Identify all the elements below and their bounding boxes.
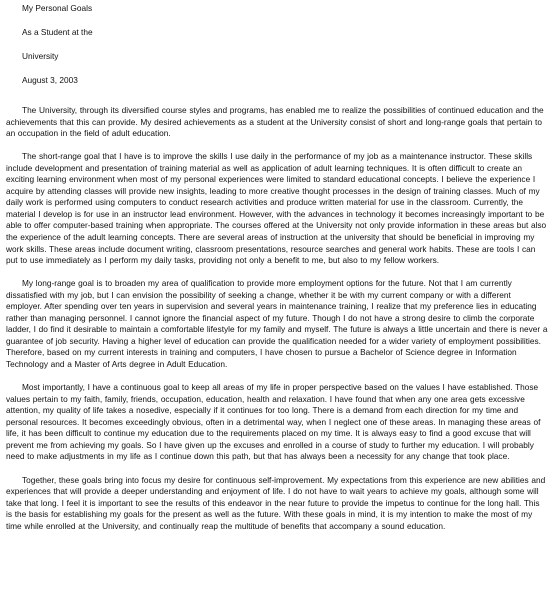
document-title: My Personal Goals (22, 3, 93, 13)
document-subtitle: As a Student at the (22, 27, 93, 37)
paragraph-continuous-goal: Most importantly, I have a continuous goal to keep all areas of my life in proper perspective based on the values I have established. Those values pertain to my faith, family, friends, occupation, education, health and relaxation. I have found that when any one area gets excessive attention, my quality of life takes a nosedive, especially if it continues for too long. There is a demand from each direction for my time and personal resources. It becomes exceedingly obvious, often in a detrimental way, when I neglect one of these areas. In managing these areas of life, it has been difficult to continue my education due to the requirements placed on my time. It is always easy to find a good excuse that will prevent me from achieving my goals. So I have given up the excuses and enrolled in a course of study to further my education. I will probably need to make adjustments in my life as I continue down this path, but that has always been a necessity for any change that took place. (6, 382, 541, 462)
paragraph-introduction: The University, through its diversified course styles and programs, has enabled me to realize the possibilities of continued education and the achievements that this can provide. My desired achievements as a student at the University consist of short and long-range goals that pertain to an occupation in the field of adult education. (6, 105, 544, 139)
document-date: August 3, 2003 (22, 75, 78, 85)
paragraph-conclusion: Together, these goals bring into focus my desire for continuous self-improvement. My expectations from this experience are new abilities and experiences that will provide a deeper understanding and enjoyment of life. I do not have to wait years to achieve my goals, although some will take that long. I feel it is important to see the results of this endeavor in the near future to provide the impetus to continue for the long hall. This is the basis for establishing my goals for the present as well as the future. With these goals in mind, it is my intention to make the most of my time while enrolled at the University, and continually reap the multitude of benefits that accompany a sound education. (6, 474, 546, 531)
institution-name: University (22, 51, 59, 61)
paragraph-long-range-goal: My long-range goal is to broaden my area of qualification to provide more employment options for the future. Not that I am currently dissatisfied with my job, but I can envision the possibility of seeking a change, whether it be with my current company or with a different employer. After spending over ten years in supervision and several years in maintenance training, I realize that my preference lies in educating rather than managing personnel. I cannot ignore the financial aspect of my future. Though I do not have a strong desire to climb the corporate ladder, I do find it desirable to maintain a comfortable lifestyle for my family and myself. The future is always a little uncertain and there is never a guarantee of job security. Having a higher level of education can provide the qualification needed for a wider variety of employment possibilities. Therefore, based on my current interests in training and computers, I have chosen to pursue a Bachelor of Science degree in Information Technology and a Master of Arts degree in Adult Education. (6, 278, 548, 370)
paragraph-short-range-goal: The short-range goal that I have is to improve the skills I use daily in the performance of my job as a maintenance instructor. These skills include development and presentation of training material as well as application of adult learning techniques. It is often difficult to create an exciting learning environment when most of my personal experiences were limited to standard educational concepts. I believe the experience I acquire by attending classes will provide new insights, leading to more creative thought processes in the design of training classes. Much of my daily work is performed using computers to conduct research activities and produce written material for use in the classroom. Currently, the material I develop is for use in an instructor lead environment. However, with the advances in technology it becomes increasingly important to be able to offer computer-based training when appropriate. The courses offered at the University not only provide information in these areas but also the experience of the adult learning concepts. There are several areas of instruction at the university that should be beneficial in improving my work skills. These areas include document writing, classroom presentations, resource searches and general work habits. These are tools I can put to use immediately as I perform my daily tasks, providing not only a benefit to me, but also to my fellow workers. (6, 151, 547, 266)
